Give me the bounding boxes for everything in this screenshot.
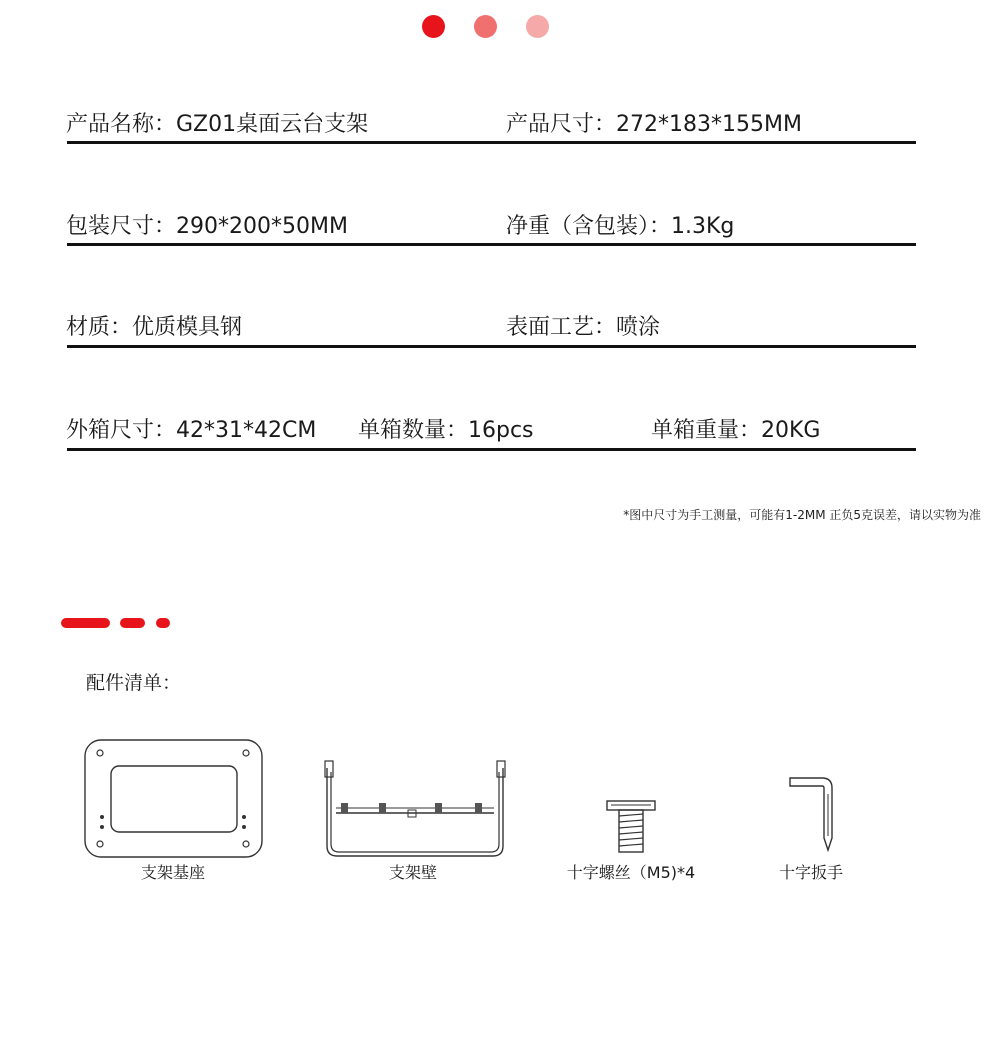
spec-material: 材质：优质模具钢 <box>66 315 243 340</box>
accent-dash-3 <box>156 618 170 628</box>
spec-carton-size: 外箱尺寸：42*31*42CM <box>66 418 317 443</box>
bracket-arm-icon <box>322 758 508 858</box>
spec-divider-1 <box>67 141 916 144</box>
spec-carton-quantity: 单箱数量：16pcs <box>358 418 534 443</box>
accent-dash-1 <box>61 618 110 628</box>
accessory-label-arm: 支架壁 <box>388 863 438 882</box>
measurement-note: *图中尺寸为手工测量，可能有1-2MM 正负5克误差，请以实物为准 <box>623 508 981 522</box>
indicator-dot-3 <box>526 15 549 38</box>
spec-product-size: 产品尺寸：272*183*155MM <box>506 112 802 137</box>
accessory-label-screw: 十字螺丝（M5)*4 <box>566 863 696 882</box>
bracket-base-icon <box>84 739 264 859</box>
accessory-label-wrench: 十字扳手 <box>778 863 844 882</box>
spec-divider-2 <box>67 243 916 246</box>
spec-carton-weight: 单箱重量：20KG <box>651 418 821 443</box>
spec-product-name: 产品名称：GZ01桌面云台支架 <box>66 112 369 137</box>
spec-divider-3 <box>67 345 916 348</box>
spec-divider-4 <box>67 448 916 451</box>
spec-net-weight: 净重（含包装）：1.3Kg <box>506 214 735 239</box>
indicator-dot-2 <box>474 15 497 38</box>
accessory-label-base: 支架基座 <box>140 863 206 882</box>
screw-icon <box>606 800 656 856</box>
indicator-dot-1 <box>422 15 445 38</box>
accessories-title: 配件清单： <box>86 672 182 694</box>
spec-surface-finish: 表面工艺：喷涂 <box>506 315 661 340</box>
accent-dash-2 <box>120 618 145 628</box>
wrench-icon <box>788 776 838 854</box>
spec-package-size: 包装尺寸：290*200*50MM <box>66 214 348 239</box>
